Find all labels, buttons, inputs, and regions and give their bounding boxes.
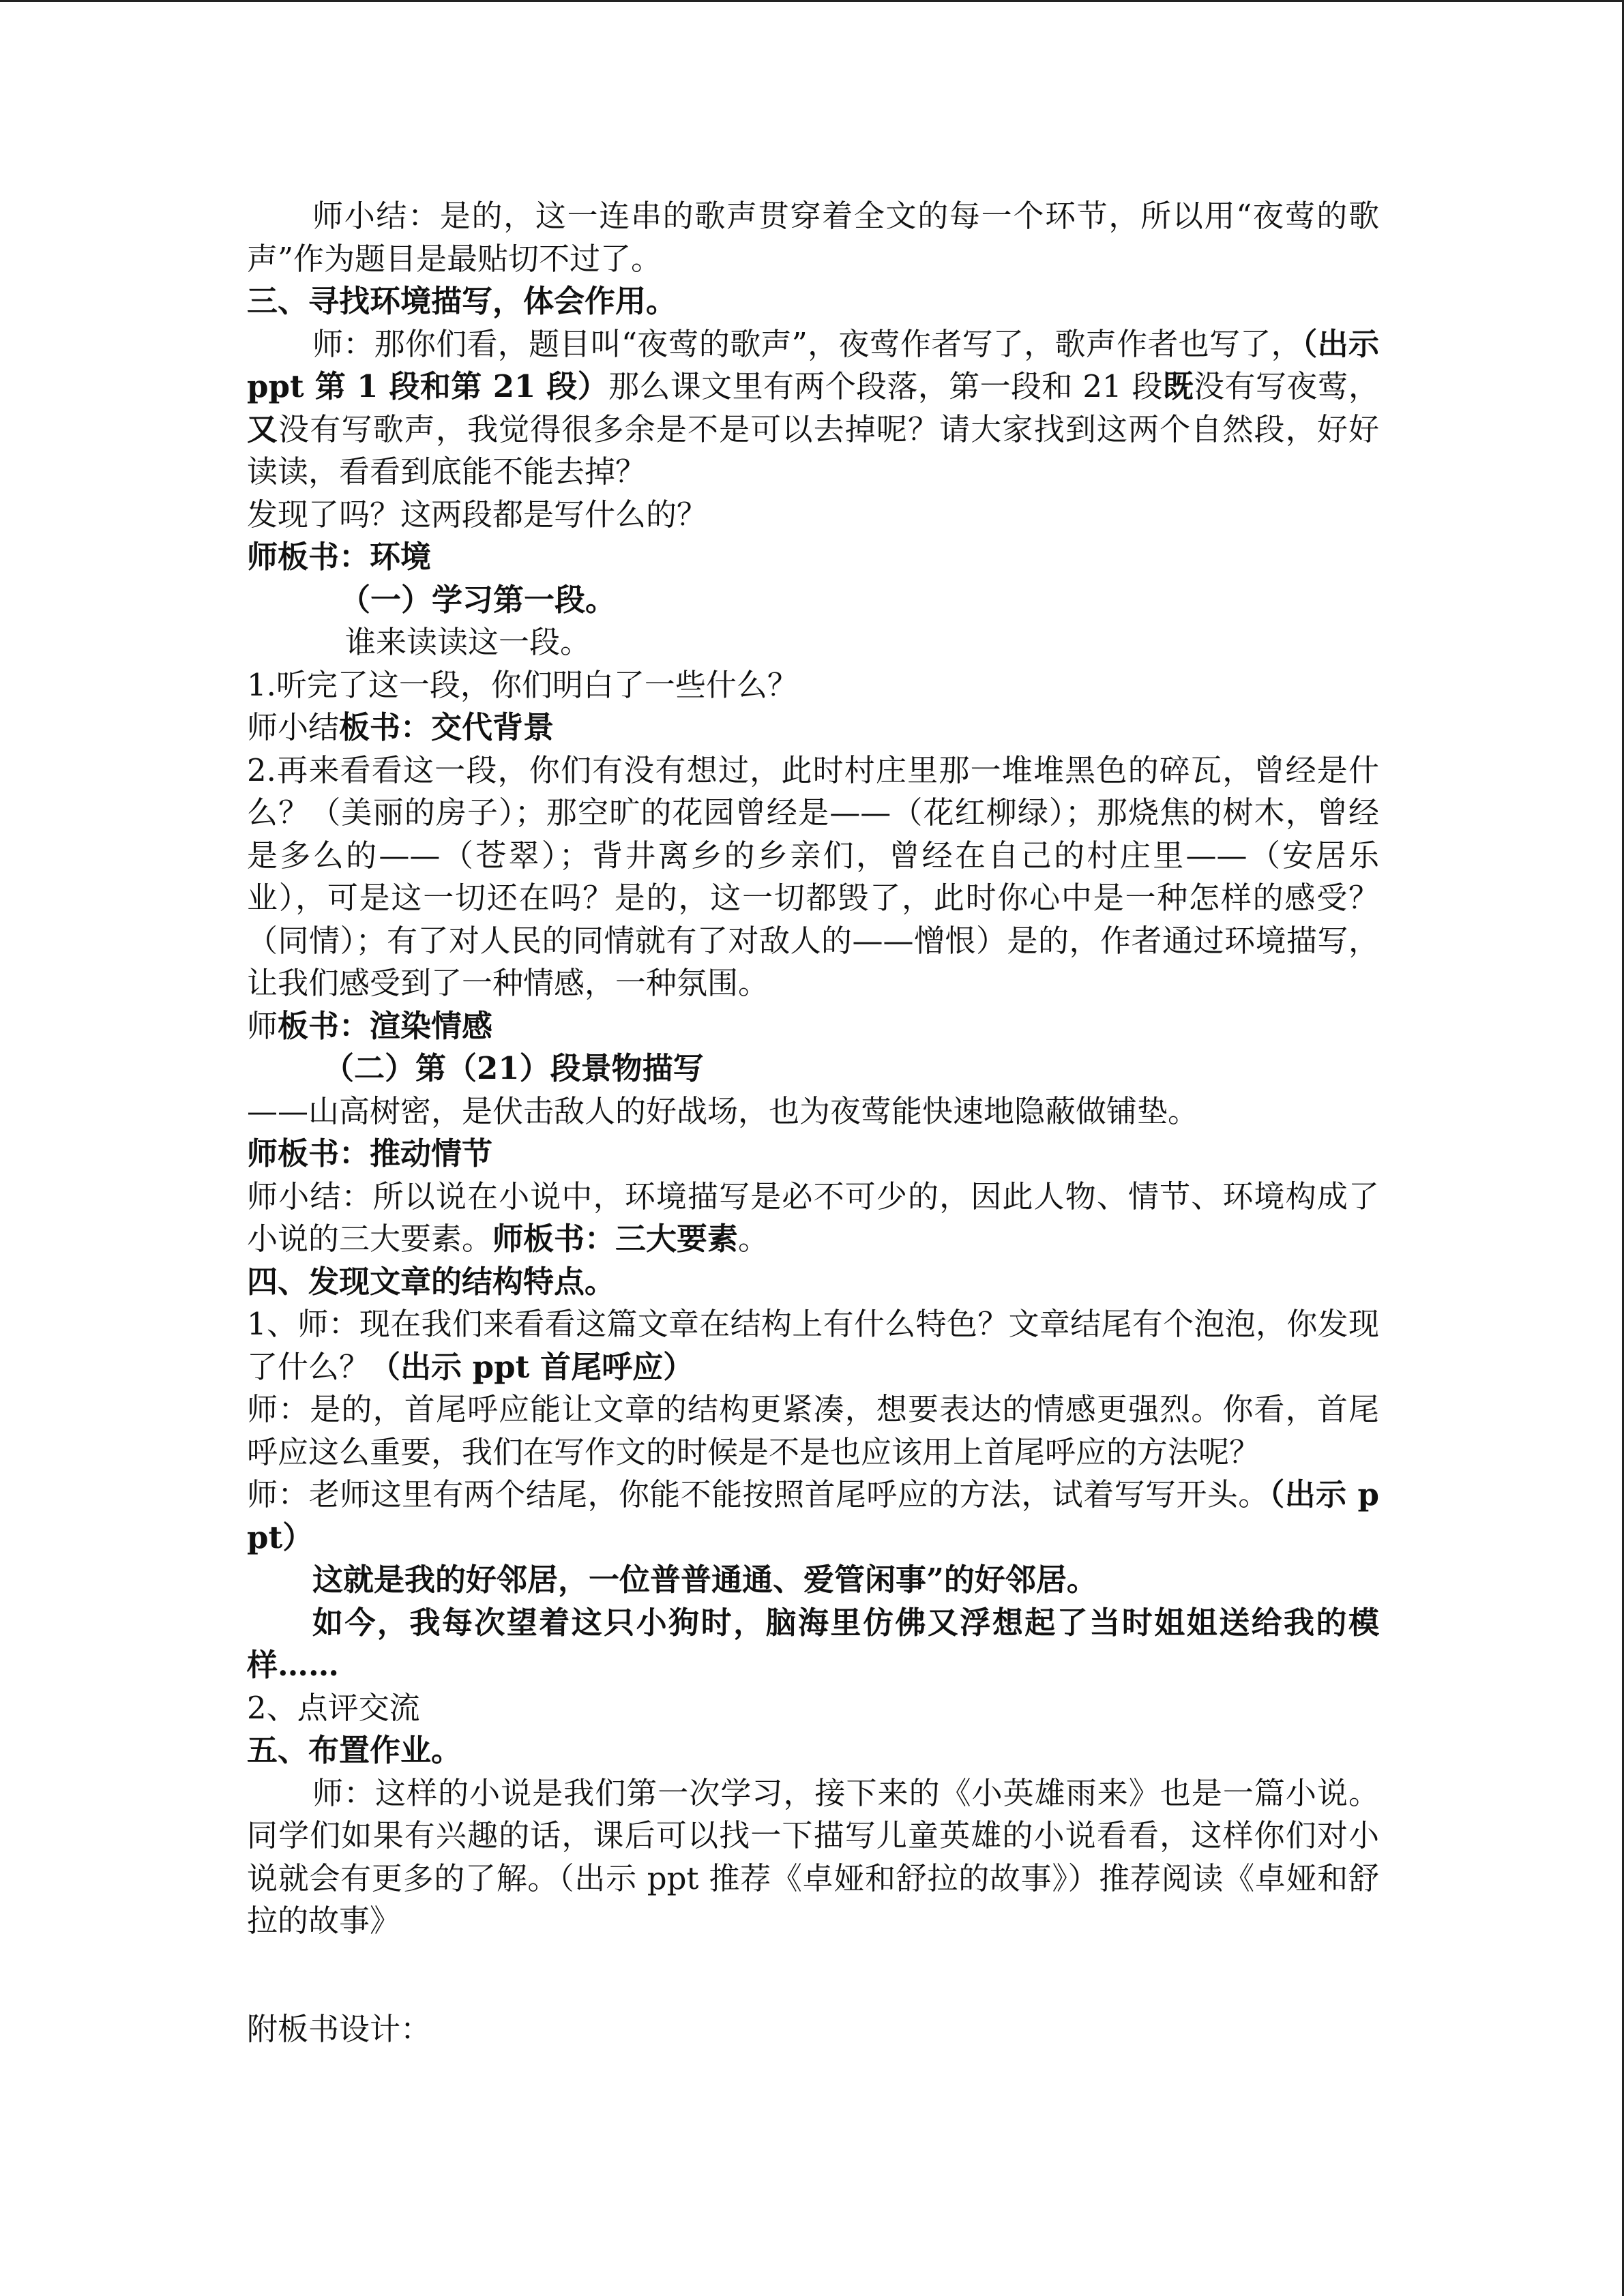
paragraph-ending-example-1	[247, 1559, 1379, 1602]
tq-part-e: 没有写夜莺，	[1194, 368, 1379, 404]
subheading-2-text: （二）第（21）段景物描写	[323, 1050, 704, 1086]
section-heading-4	[247, 1261, 1379, 1304]
tq-part-a: 师：那你们看，题目叫“夜莺的歌声”，夜莺作者写了，歌声作者也写了，	[312, 325, 1302, 362]
question-1-text: 1.听完了这一段，你们明白了一些什么？	[247, 666, 798, 703]
paragraph-structure-question	[247, 1303, 1379, 1388]
page-border-top	[0, 0, 1624, 2]
mountain-text: ——山高树密，是伏击敌人的好战场，也为夜莺能快速地隐蔽做铺垫。	[247, 1092, 1199, 1129]
homework-text: 师：这样的小说是我们第一次学习，接下来的《小英雄雨来》也是一篇小说。同学们如果有兴趣的话，课后可以找一下描写儿童英雄的小说看看，这样你们对小说就会有更多的了解。（出示 ppt 推荐《卓娅和舒拉的故事》）推荐阅读《卓娅和舒拉的故事》	[247, 1774, 1379, 1939]
subheading-1	[247, 579, 1379, 622]
tq-ppt-note: （出示 ppt 第 1 段和第 21 段）	[247, 325, 1379, 404]
summary-label: 师小结	[247, 709, 340, 745]
paragraph-question-2	[247, 749, 1379, 1005]
section-heading-5-text: 五、布置作业。	[247, 1732, 462, 1768]
paragraph-teacher-question	[247, 323, 1379, 494]
board-note-environment-text: 师板书：环境	[247, 539, 432, 575]
ending-example-1-text: 这就是我的好邻居，一位普普通通、爱管闲事”的好邻居。	[312, 1562, 1097, 1598]
board-design-text: 附板书设计：	[247, 2010, 432, 2047]
section-heading-4-text: 四、发现文章的结构特点。	[247, 1263, 616, 1300]
subheading-1-text: （一）学习第一段。	[340, 581, 617, 618]
paragraph-three-elements	[247, 1176, 1379, 1261]
board-note-background: 板书：交代背景	[339, 709, 555, 745]
paragraph-summary-1	[247, 195, 1379, 280]
tq-part-c: 那么课文里有两个段落，第一段和 21 段	[608, 368, 1163, 404]
ending-example-2-text: 如今，我每次望着这只小狗时，脑海里仿佛又浮想起了当时姐姐送给我的模样……	[247, 1604, 1379, 1683]
paragraph-question-1	[247, 664, 1379, 707]
echo-explain-text: 师：是的，首尾呼应能让文章的结构更紧凑，想要表达的情感更强烈。你看，首尾呼应这么重要，我们在写作文的时候是不是也应该用上首尾呼应的方法呢？	[247, 1391, 1379, 1470]
paragraph-mountain	[247, 1090, 1379, 1133]
read-aloud-text: 谁来读读这一段。	[345, 624, 591, 660]
paragraph-ending-example-2	[247, 1602, 1379, 1687]
paragraph-homework	[247, 1772, 1379, 1943]
paragraph-read-aloud	[247, 621, 1379, 664]
paragraph-board-emotion	[247, 1005, 1379, 1048]
board-note-emotion: 板书：渲染情感	[278, 1007, 493, 1044]
section-heading-5	[247, 1729, 1379, 1772]
discovery-text: 发现了吗？这两段都是写什么的？	[247, 496, 708, 533]
board-note-three-elements: 师板书：三大要素	[492, 1221, 739, 1257]
tq-emphasis-you: 又	[247, 411, 279, 447]
review-text: 2、点评交流	[247, 1689, 420, 1726]
paragraph-review	[247, 1687, 1379, 1730]
teacher-label: 师	[247, 1007, 278, 1044]
paragraph-board-design	[247, 2008, 1379, 2051]
two-endings-ppt-note: （出示 ppt）	[247, 1476, 1379, 1555]
board-note-plot	[247, 1133, 1379, 1176]
question-2-text: 2.再来看看这一段，你们有没有想过，此时村庄里那一堆堆黑色的碎瓦，曾经是什么？（美丽的房子）；那空旷的花园曾经是——（花红柳绿）；那烧焦的树木，曾经是多么的——（苍翠）；背井离乡的乡亲们，曾经在自己的村庄里——（安居乐业），可是这一切还在吗？是的，这一切都毁了，此时你心中是一种怎样的感受？（同情）；有了对人民的同情就有了对敌人的——憎恨）是的，作者通过环境描写，让我们感受到了一种情感，一种氛围。	[247, 751, 1379, 1001]
three-elements-text: 师小结：所以说在小说中，环境描写是必不可少的，因此人物、情节、环境构成了小说的三大要素。	[247, 1178, 1379, 1257]
two-endings-text: 师：老师这里有两个结尾，你能不能按照首尾呼应的方法，试着写写开头。	[247, 1476, 1269, 1512]
board-note-environment	[247, 536, 1379, 579]
blank-line	[247, 1943, 1379, 2008]
document-body	[247, 195, 1379, 2051]
structure-ppt-note: （出示 ppt 首尾呼应）	[370, 1348, 694, 1385]
section-heading-3	[247, 280, 1379, 323]
section-heading-3-text: 三、寻找环境描写，体会作用。	[247, 283, 677, 319]
paragraph-summary-background	[247, 706, 1379, 749]
three-elements-period: 。	[738, 1221, 769, 1257]
board-note-plot-text: 师板书：推动情节	[247, 1135, 493, 1172]
tq-part-g: 没有写歌声，我觉得很多余是不是可以去掉呢？请大家找到这两个自然段，好好读读，看看到底能不能去掉？	[247, 411, 1379, 490]
summary-1-text: 师小结：是的，这一连串的歌声贯穿着全文的每一个环节，所以用“夜莺的歌声”作为题目是最贴切不过了。	[247, 198, 1379, 277]
paragraph-two-endings	[247, 1474, 1379, 1559]
tq-emphasis-ji: 既	[1162, 368, 1194, 404]
subheading-2	[247, 1047, 1379, 1090]
paragraph-echo-explain	[247, 1388, 1379, 1474]
structure-question-text: 1、师：现在我们来看看这篇文章在结构上有什么特色？文章结尾有个泡泡，你发现了什么？	[247, 1306, 1379, 1385]
paragraph-discovery	[247, 494, 1379, 537]
